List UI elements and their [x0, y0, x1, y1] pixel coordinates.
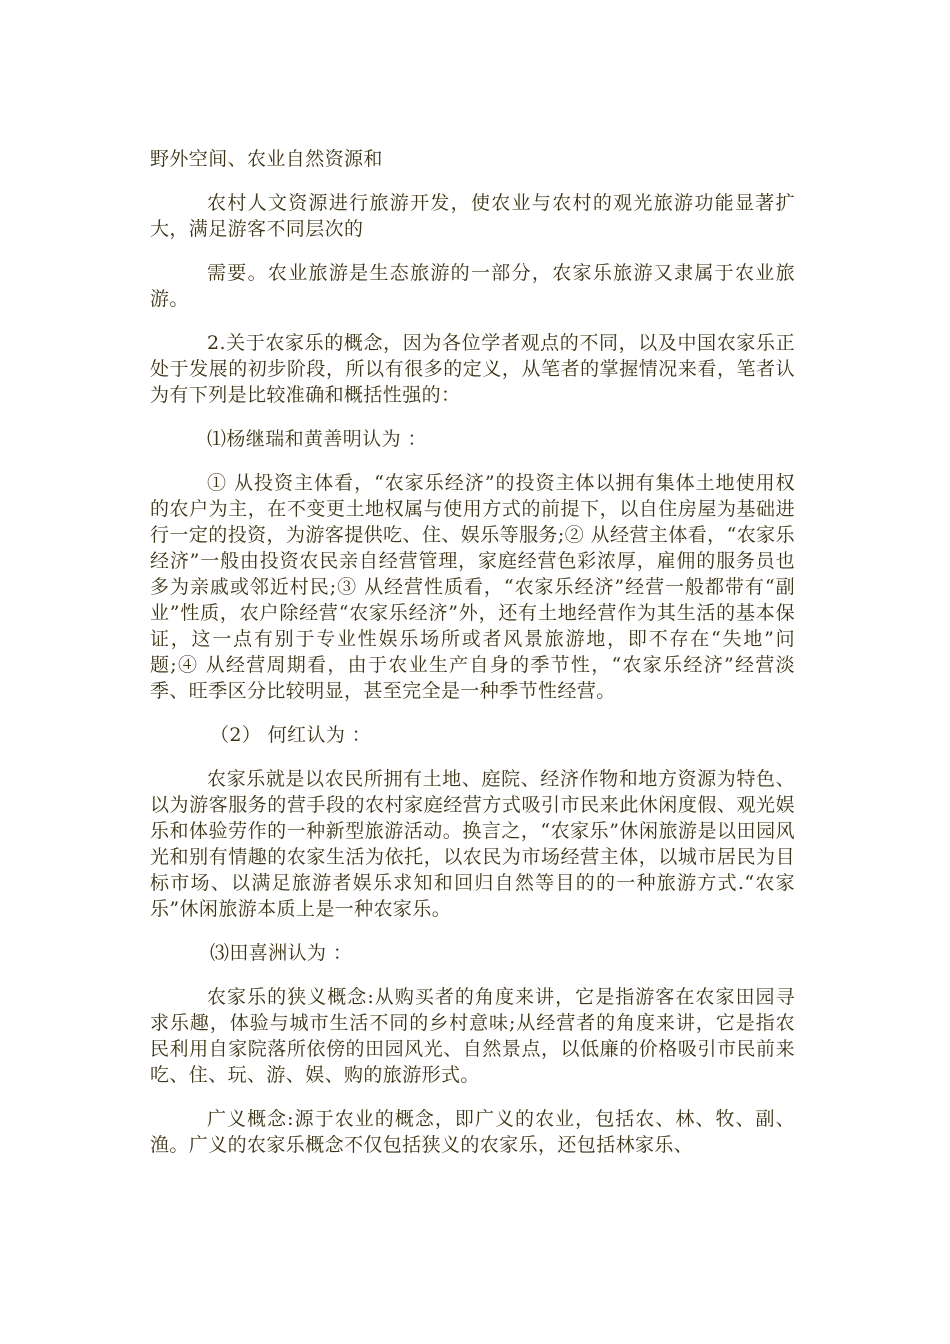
subheading-1: ⑴杨继瑞和黄善明认为 ：: [207, 428, 427, 450]
paragraph-1: 野外空间、农业自然资源和: [150, 148, 383, 170]
paragraph-7: 农家乐的狭义概念:从购买者的角度来讲，它是指游客在农家田园寻求乐趣，体验与城市生活不同的乡村意味;从经营者的角度来讲，它是指农民利用自家院落所依傍的田园风光、自然景点，以低廉的价格吸引市民前来吃、住、玩、游、娱、购的旅游形式。: [150, 986, 795, 1086]
subheading-3: ⑶田喜洲认为 ：: [210, 942, 353, 964]
paragraph-8: 广义概念:源于农业的概念，即广义的农业，包括农、林、牧、副、渔。广义的农家乐概念不仅包括狭义的农家乐，还包括林家乐、: [150, 1108, 795, 1156]
paragraph-4: 2.关于农家乐的概念，因为各位学者观点的不同，以及中国农家乐正处于发展的初步阶段，所以有很多的定义，从笔者的掌握情况来看，笔者认为有下列是比较准确和概括性强的：: [150, 332, 795, 406]
document-page: [150, 146, 795, 1158]
paragraph-5: ① 从投资主体看，“农家乐经济”的投资主体以拥有集体土地使用权的农户为主，在不变更土地权属与使用方式的前提下，以自住房屋为基础进行一定的投资，为游客提供吃、住、娱乐等服务;② 从经营主体看，“农家乐经济”一般由投资农民亲自经营管理，家庭经营色彩浓厚，雇佣的服务员也多为亲戚或邻近村民;③ 从经营性质看，“农家乐经济”经营一般都带有“副业”性质，农户除经营“农家乐经济”外，还有土地经营作为其生活的基本保证，这一点有别于专业性娱乐场所或者风景旅游地，即不存在“失地”问题;④ 从经营周期看，由于农业生产自身的季节性，“农家乐经济”经营淡季、旺季区分比较明显，甚至完全是一种季节性经营。: [150, 472, 795, 702]
paragraph-3: 需要。农业旅游是生态旅游的一部分，农家乐旅游又隶属于农业旅游。: [150, 262, 795, 310]
subheading-2: （2） 何红认为 ：: [210, 724, 372, 746]
paragraph-2: 农村人文资源进行旅游开发，使农业与农村的观光旅游功能显著扩大，满足游客不同层次的: [150, 192, 795, 240]
paragraph-6: 农家乐就是以农民所拥有土地、庭院、经济作物和地方资源为特色、以为游客服务的营手段的农村家庭经营方式吸引市民来此休闲度假、观光娱乐和体验劳作的一种新型旅游活动。换言之，“农家乐”休闲旅游是以田园风光和别有情趣的农家生活为依托，以农民为市场经营主体，以城市居民为目标市场、以满足旅游者娱乐求知和回归自然等目的的一种旅游方式.“农家乐”休闲旅游本质上是一种农家乐。: [150, 768, 795, 920]
